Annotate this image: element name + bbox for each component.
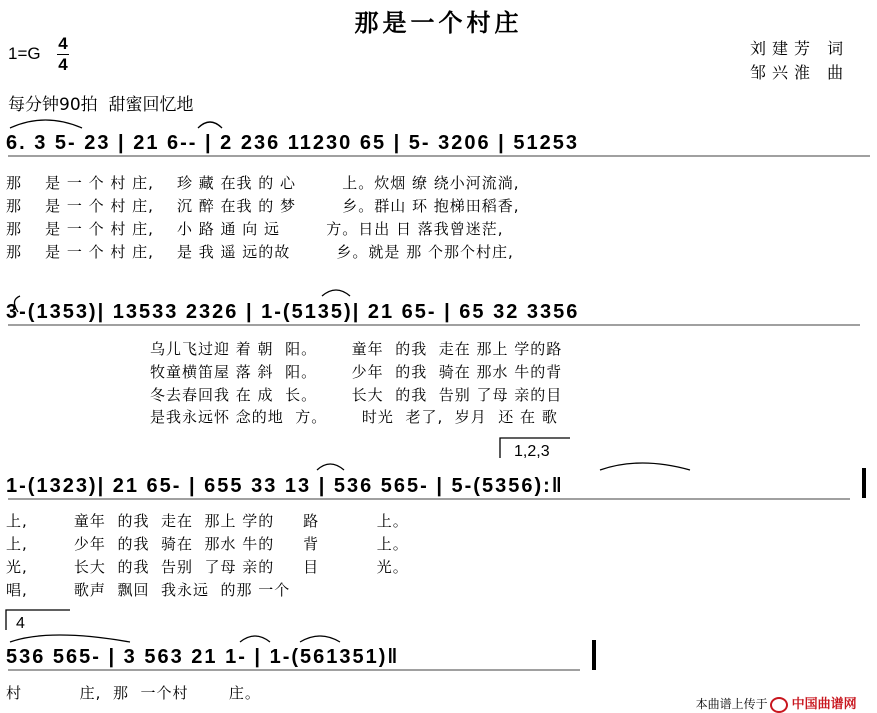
slur-mark (14, 296, 20, 312)
slur-mark (10, 120, 82, 128)
lyric-row-1-verse-3: 那 是 一 个 村 庄, 小 路 通 向 远 方。日出 日 落我曾迷茫, (6, 220, 504, 238)
slur-mark (317, 464, 344, 470)
final-barline (592, 640, 596, 670)
volta-2-bracket (6, 610, 70, 630)
slur-mark (600, 463, 690, 470)
volta-1-label: 1,2,3 (514, 443, 550, 460)
lyric-row-2-verse-2: 牧童横笛屋 落 斜 阳。 少年 的我 骑在 那水 牛的背 (150, 363, 563, 381)
footer-brand[interactable]: 中国曲谱网 (791, 697, 857, 712)
lyric-row-2-verse-4: 是我永远怀 念的地 方。 时光 老了, 岁月 还 在 歌 (150, 408, 558, 426)
notation-row-4: 536 565- | 3 563 21 1- | 1-(561351)‖ (6, 646, 400, 668)
lyric-row-3-verse-1: 上, 童年 的我 走在 那上 学的 路 上。 (6, 512, 409, 530)
slur-mark (240, 636, 270, 642)
notation-row-2: 3-(1353)| 13533 2326 | 1-(5135)| 21 65- | 65 32 3356 (6, 301, 580, 323)
volta-2-label: 4 (16, 615, 25, 632)
lyric-row-2-verse-1: 乌儿飞过迎 着 朝 阳。 童年 的我 走在 那上 学的路 (150, 340, 563, 358)
footer-text: 本曲谱上传于 (695, 697, 768, 711)
site-logo-icon (770, 697, 788, 713)
lyric-row-1-verse-2: 那 是 一 个 村 庄, 沉 醉 在我 的 梦 乡。群山 环 抱梯田稻香, (6, 197, 520, 215)
lyric-row-3-verse-2: 上, 少年 的我 骑在 那水 牛的 背 上。 (6, 535, 409, 553)
slur-mark (10, 635, 130, 642)
lyric-row-1-verse-4: 那 是 一 个 村 庄, 是 我 遥 远的故 乡。就是 那 个那个村庄, (6, 243, 514, 261)
lyric-row-4-verse-1: 村 庄, 那 一个村 庄。 (6, 684, 261, 702)
time-signature-top: 4 (58, 34, 68, 53)
notation-row-3: 1-(1323)| 21 65- | 655 33 13 | 536 565- | 5-(5356):‖ (6, 475, 564, 497)
notation-row-1: 6. 3 5- 23 | 21 6-- | 2 236 11230 65 | 5- 3206 | 51253 (6, 132, 579, 154)
slur-mark (198, 122, 222, 128)
tempo-marking: 每分钟90拍 甜蜜回忆地 (8, 95, 194, 115)
lyric-row-3-verse-4: 唱, 歌声 飘回 我永远 的那 一个 (6, 581, 291, 599)
score-title: 那是一个村庄 (354, 9, 523, 37)
slur-mark (300, 636, 340, 642)
volta-1-bracket (500, 438, 570, 458)
lyric-row-2-verse-3: 冬去春回我 在 成 长。 长大 的我 告别 了母 亲的目 (150, 386, 563, 404)
repeat-barline (862, 468, 866, 498)
source-footer (688, 679, 857, 713)
lyricist-credit: 刘建芳 词 (750, 39, 850, 58)
lyric-row-1-verse-1: 那 是 一 个 村 庄, 珍 藏 在我 的 心 上。炊烟 缭 绕小河流淌, (6, 174, 520, 192)
slur-mark (322, 290, 350, 296)
time-signature-bottom: 4 (58, 55, 68, 74)
lyric-row-3-verse-3: 光, 长大 的我 告别 了母 亲的 目 光。 (6, 558, 409, 576)
key-signature: 1=G (8, 44, 41, 63)
composer-credit: 邹兴淮 曲 (750, 63, 850, 82)
